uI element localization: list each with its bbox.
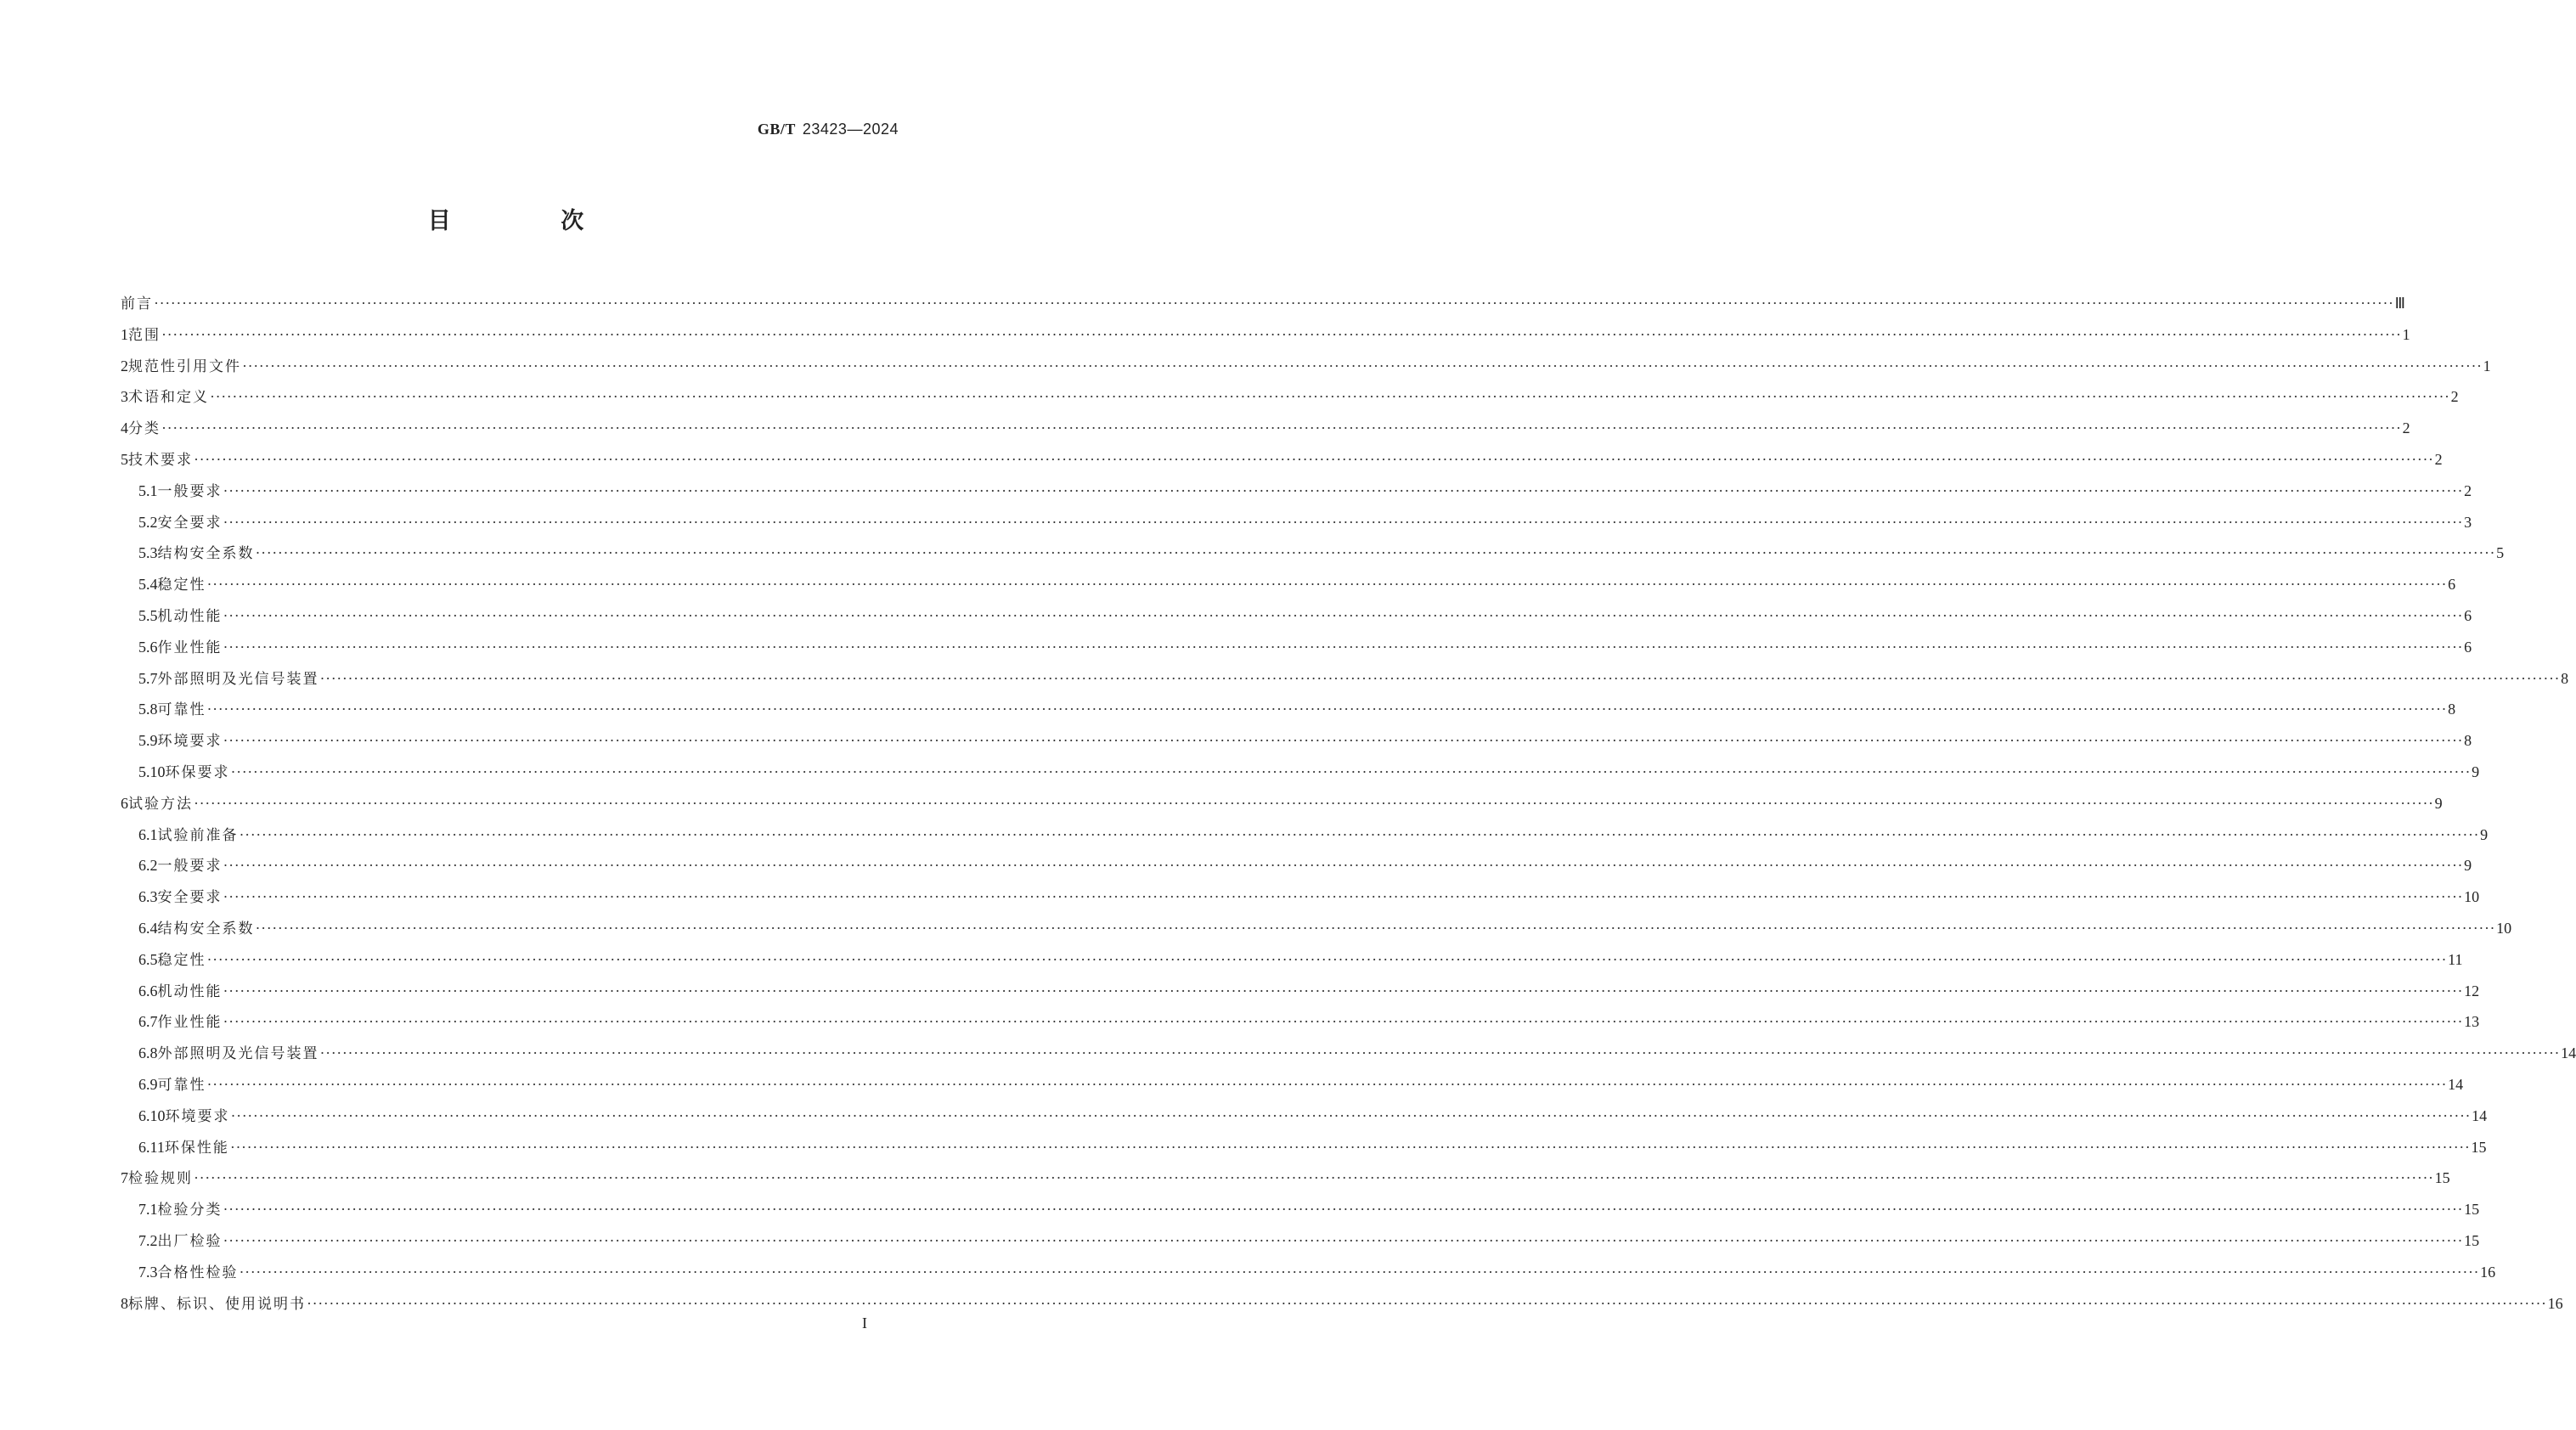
toc-leader-dots: ················································································································································································································································································································································································································ [255, 544, 2496, 562]
toc-leader-dots: ················································································································································································································································································································································································································ [242, 357, 2483, 374]
toc-entry-number: 5 [121, 450, 128, 468]
toc-entry-page: 9 [2464, 857, 2472, 875]
toc-entry-number: 6.4 [138, 919, 158, 937]
toc-entry-number: 5.1 [138, 481, 158, 499]
toc-entry-number: 6.7 [138, 1013, 158, 1031]
toc-entry-page: 15 [2434, 1169, 2450, 1187]
toc-entry-page: 16 [2547, 1294, 2563, 1312]
toc-entry-number: 5.6 [138, 638, 158, 656]
toc-entry-title: 试验前准备 [157, 826, 239, 844]
toc-entry-title: 检验分类 [157, 1202, 223, 1219]
toc-entry-number: 3 [121, 388, 128, 406]
toc-entry-title: 环保性能 [164, 1139, 229, 1157]
toc-entry-title: 环保要求 [165, 763, 230, 781]
toc-leader-dots: ················································································································································································································································································································································································································ [230, 1106, 2472, 1124]
toc-entry[interactable] [121, 1038, 2576, 1069]
toc-entry-title: 机动性能 [157, 982, 223, 1000]
toc-entry[interactable] [121, 913, 2512, 944]
toc-entry-number: 7 [121, 1169, 128, 1187]
toc-entry[interactable] [121, 850, 2472, 881]
toc-entry-page: 13 [2464, 1013, 2480, 1031]
toc-leader-dots: ················································································································································································································································································································································································································ [223, 1231, 2464, 1249]
toc-entry-page: 3 [2464, 513, 2472, 531]
toc-entry-page: 10 [2496, 919, 2512, 937]
toc-entry-number: 5.8 [138, 701, 158, 718]
toc-leader-dots: ················································································································································································································································································································································································································ [194, 450, 2434, 468]
toc-entry-number: 7.3 [138, 1263, 158, 1281]
toc-entry-number: 7.2 [138, 1231, 158, 1249]
toc-entry-title: 作业性能 [157, 639, 223, 656]
toc-entry-page: 2 [2402, 419, 2410, 437]
toc-entry-title: 外部照明及光信号装置 [157, 1045, 319, 1063]
toc-entry-title: 稳定性 [157, 577, 206, 594]
toc-entry-page: 8 [2448, 701, 2456, 718]
toc-leader-dots: ················································································································································································································································································································································································································ [223, 857, 2464, 875]
toc-entry[interactable] [121, 538, 2505, 569]
toc-entry[interactable] [121, 1132, 2487, 1163]
toc-entry-number: 4 [121, 419, 128, 437]
toc-leader-dots: ················································································································································································································································································································································································································ [255, 919, 2496, 937]
toc-leader-dots: ················································································································································································································································································································································································································ [319, 669, 2561, 687]
toc-entry-page: 9 [2480, 825, 2489, 843]
toc-leader-dots: ················································································································································································································································································································································································································ [154, 295, 2394, 312]
toc-entry[interactable] [121, 1225, 2480, 1257]
toc-entry-number: 6.11 [138, 1138, 165, 1156]
toc-entry-title: 范围 [128, 326, 161, 344]
toc-entry-number: 7.1 [138, 1201, 158, 1219]
toc-entry-title: 结构安全系数 [157, 920, 255, 937]
toc-entry-number: 8 [121, 1294, 128, 1312]
toc-leader-dots: ················································································································································································································································································································································································································ [223, 481, 2464, 499]
toc-entry-title: 合格性检验 [157, 1264, 239, 1281]
toc-leader-dots: ················································································································································································································································································································································································································ [239, 825, 2480, 843]
toc-entry-number: 1 [121, 325, 128, 343]
toc-entry-number: 6.6 [138, 982, 158, 999]
toc-entry-title: 分类 [128, 420, 161, 438]
toc-entry-title: 检验规则 [128, 1170, 193, 1188]
toc-leader-dots: ················································································································································································································································································································································································································ [161, 325, 2402, 343]
toc-entry-number: 5.3 [138, 544, 158, 562]
toc-entry-title: 稳定性 [157, 951, 206, 969]
toc-entry-page: 6 [2464, 606, 2472, 624]
toc-entry-title: 可靠性 [157, 701, 206, 719]
toc-entry[interactable] [121, 319, 2410, 351]
toc-leader-dots: ················································································································································································································································································································································································································ [230, 763, 2472, 780]
page-title: 目 次 [427, 208, 635, 234]
toc-entry-title: 机动性能 [157, 607, 223, 625]
toc-entry-title: 术语和定义 [128, 389, 209, 407]
toc-entry-number: 5.10 [138, 763, 166, 780]
toc-entry-title: 外部照明及光信号装置 [157, 670, 319, 688]
toc-leader-dots: ················································································································································································································································································································································································································ [206, 701, 2448, 718]
toc-entry-page: Ⅲ [2394, 295, 2406, 312]
toc-entry-page: 2 [2434, 450, 2443, 468]
toc-leader-dots: ················································································································································································································································································································································································································ [319, 1044, 2561, 1062]
toc-entry-title: 结构安全系数 [157, 545, 255, 563]
toc-entry[interactable] [121, 444, 2443, 476]
toc-entry[interactable] [121, 632, 2472, 663]
toc-entry-number: 5.4 [138, 576, 158, 594]
toc-entry[interactable] [121, 788, 2443, 819]
toc-entry[interactable] [121, 288, 2406, 319]
toc-leader-dots: ················································································································································································································································································································································································································ [307, 1294, 2547, 1312]
toc-entry-number: 6.5 [138, 950, 158, 968]
standard-number [758, 121, 899, 138]
toc-entry[interactable] [121, 881, 2480, 913]
toc-entry-page: 2 [2464, 481, 2472, 499]
toc-leader-dots: ················································································································································································································································································································································································································ [194, 794, 2434, 812]
toc-entry-number: 5.5 [138, 606, 158, 624]
toc-entry-title: 环境要求 [165, 1107, 230, 1125]
toc-entry-title: 出厂检验 [157, 1232, 223, 1250]
toc-entry-page: 9 [2472, 763, 2480, 780]
toc-leader-dots: ················································································································································································································································································································································································································ [229, 1138, 2471, 1156]
toc-leader-dots: ················································································································································································································································································································································································································ [223, 888, 2464, 906]
toc-entry-page: 10 [2464, 888, 2480, 906]
toc-entry[interactable] [121, 1101, 2488, 1132]
toc-leader-dots: ················································································································································································································································································································································································································ [239, 1263, 2480, 1281]
toc-entry[interactable] [121, 757, 2480, 788]
toc-entry-title: 一般要求 [157, 482, 223, 500]
toc-entry[interactable] [121, 351, 2491, 382]
toc-entry[interactable] [121, 1288, 2563, 1320]
toc-entry-number: 6.10 [138, 1106, 166, 1124]
toc-entry-number: 6.2 [138, 857, 158, 875]
toc-leader-dots: ················································································································································································································································································································································································································ [223, 982, 2464, 999]
toc-entry-page: 1 [2483, 357, 2491, 374]
toc-entry-page: 9 [2434, 794, 2443, 812]
toc-entry-page: 15 [2471, 1138, 2487, 1156]
toc-entry-page: 11 [2448, 950, 2463, 968]
toc-leader-dots: ················································································································································································································································································································································································································ [223, 606, 2464, 624]
toc-leader-dots: ················································································································································································································································································································································································································ [223, 732, 2464, 750]
toc-entry[interactable] [121, 694, 2456, 725]
toc-entry-number: 6 [121, 794, 128, 812]
toc-leader-dots: ················································································································································································································································································································································································································ [206, 576, 2448, 594]
standard-code: 23423—2024 [802, 121, 899, 138]
toc-entry[interactable] [121, 819, 2489, 851]
toc-entry-page: 5 [2496, 544, 2505, 562]
toc-leader-dots: ················································································································································································································································································································································································································ [206, 950, 2448, 968]
toc-leader-dots: ················································································································································································································································································································································································································ [223, 638, 2464, 656]
toc-entry[interactable] [121, 976, 2480, 1007]
toc-leader-dots: ················································································································································································································································································································································································································ [210, 388, 2450, 406]
toc-entry-number: 5.7 [138, 669, 158, 687]
page-number: I [862, 1315, 867, 1331]
toc-entry-title: 安全要求 [157, 889, 223, 907]
toc-leader-dots: ················································································································································································································································································································································································································ [194, 1169, 2434, 1187]
toc-entry-number: 6.8 [138, 1044, 158, 1062]
toc-entry-title: 试验方法 [128, 795, 193, 813]
toc-entry[interactable] [121, 381, 2459, 413]
toc-entry-page: 8 [2464, 732, 2472, 750]
toc-entry[interactable] [121, 725, 2472, 757]
toc-entry[interactable] [121, 507, 2472, 538]
toc-entry-number: 6.1 [138, 825, 158, 843]
toc-entry-title: 一般要求 [157, 858, 223, 875]
toc-entry-title: 标牌、标识、使用说明书 [128, 1295, 306, 1313]
toc-entry-page: 6 [2448, 576, 2456, 594]
toc-entry-page: 16 [2480, 1263, 2496, 1281]
toc-entry[interactable] [121, 944, 2463, 976]
toc-entry-number: 5.2 [138, 513, 158, 531]
toc-entry-page: 14 [2561, 1044, 2576, 1062]
toc-entry[interactable] [121, 1257, 2496, 1288]
toc-entry[interactable] [121, 413, 2410, 444]
toc-entry[interactable] [121, 476, 2472, 507]
toc-entry-number: 6.9 [138, 1075, 158, 1093]
toc-entry-page: 12 [2464, 982, 2480, 999]
toc-entry-number: 5.9 [138, 732, 158, 750]
toc-entry-page: 14 [2472, 1106, 2488, 1124]
toc-entry-page: 15 [2464, 1201, 2480, 1219]
toc-entry[interactable] [121, 1194, 2480, 1225]
toc-entry-title: 可靠性 [157, 1076, 206, 1094]
toc-entry-title: 技术要求 [128, 451, 193, 469]
toc-entry-page: 8 [2561, 669, 2569, 687]
toc-entry[interactable] [121, 1163, 2450, 1194]
toc-entry[interactable] [121, 1006, 2480, 1038]
toc-entry[interactable] [121, 663, 2569, 695]
standard-prefix: GB/T [757, 121, 796, 138]
toc-entry-page: 14 [2448, 1075, 2464, 1093]
toc-entry-number: 2 [121, 357, 128, 374]
toc-entry-number: 6.3 [138, 888, 158, 906]
toc-entry-title: 前言 [121, 296, 153, 312]
toc-entry-page: 1 [2402, 325, 2410, 343]
toc-entry-title: 规范性引用文件 [128, 358, 241, 375]
toc-leader-dots: ················································································································································································································································································································································································································ [206, 1075, 2448, 1093]
toc-entry[interactable] [121, 569, 2456, 600]
toc-entry[interactable] [121, 1069, 2464, 1101]
toc-leader-dots: ················································································································································································································································································································································································································ [223, 1201, 2464, 1219]
toc-entry-title: 作业性能 [157, 1014, 223, 1032]
toc-entry[interactable] [121, 600, 2472, 632]
toc-entry-page: 15 [2464, 1231, 2480, 1249]
toc-leader-dots: ················································································································································································································································································································································································································ [223, 513, 2464, 531]
toc-entry-page: 2 [2450, 388, 2459, 406]
toc-entry-title: 环境要求 [157, 733, 223, 751]
toc-entry-page: 6 [2464, 638, 2472, 656]
table-of-contents [121, 288, 2576, 1319]
toc-leader-dots: ················································································································································································································································································································································································································ [223, 1013, 2464, 1031]
toc-entry-title: 安全要求 [157, 514, 223, 532]
toc-leader-dots: ················································································································································································································································································································································································································ [161, 419, 2402, 437]
